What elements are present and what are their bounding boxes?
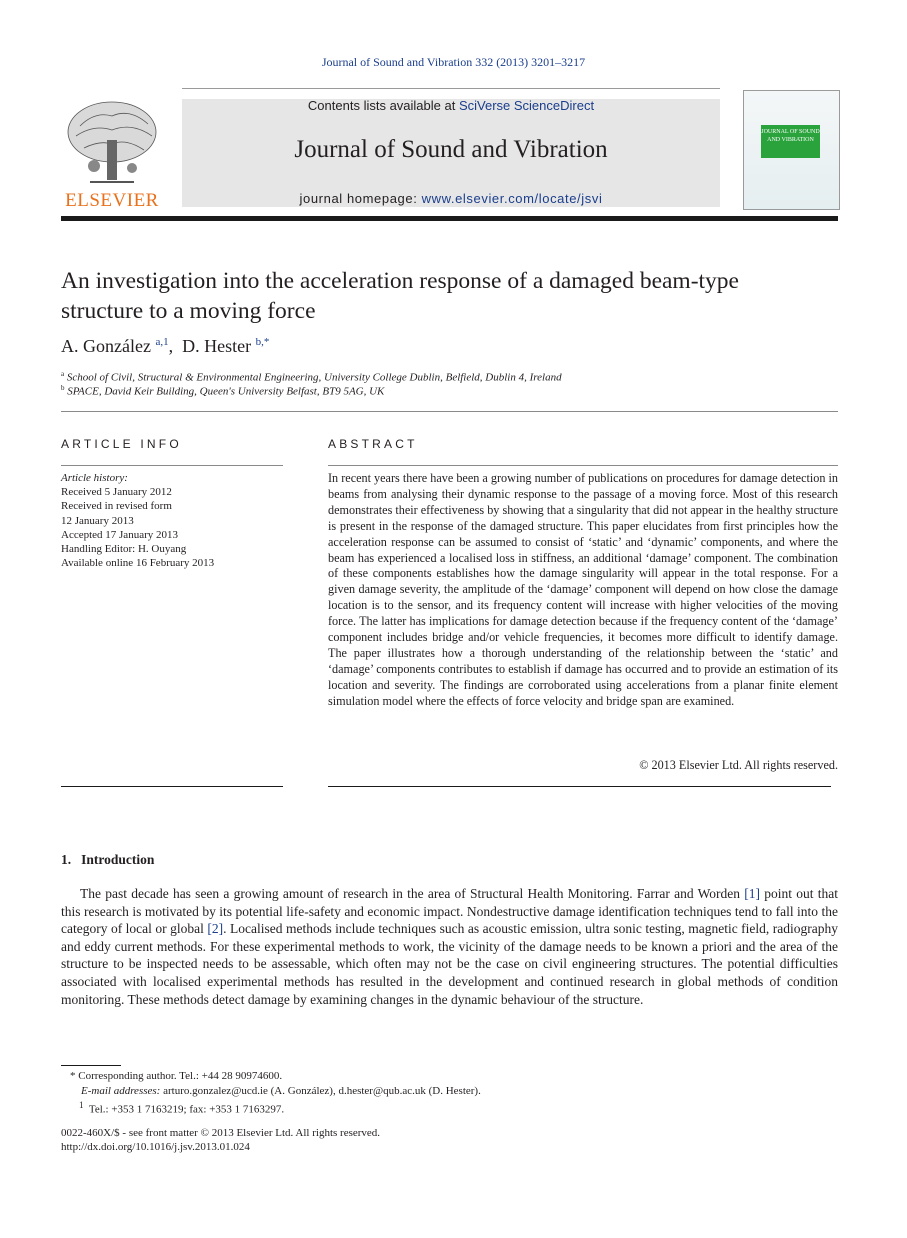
intro-paragraph	[61, 885, 838, 1008]
author-name: D. Hester	[182, 336, 252, 356]
paragraph-text: point out that this research is motivated by its potential life-safety and economic impact. Nondestructive damage identification techniques tend to fall into the category of local or global	[61, 886, 839, 937]
homepage-prefix: journal homepage:	[299, 191, 422, 206]
article-history	[61, 471, 283, 570]
homepage-line	[182, 191, 720, 206]
affiliation-b	[61, 384, 384, 398]
front-matter-line: 0022-460X/$ - see front matter © 2013 Elsevier Ltd. All rights reserved.	[61, 1127, 381, 1139]
paragraph-text: . Localised methods include techniques such as acoustic emission, ultra sonic testing, magnetic field, radiography and eddy current methods. For these experimental methods to work, the vicinity of the damage needs to be known a priori and the area of the structure to be inspected needs to be assessable, which often may not be the case on civil engineering structures. The potential difficulties associated with localised experimental methods has resulted in the development and continued research in global methods of condition monitoring. These methods detect damage by examining changes in the dynamic behaviour of the structure.	[61, 921, 838, 1007]
article-title: An investigation into the acceleration response of a damaged beam-type structure to a moving force	[61, 268, 739, 324]
abstract-text: In recent years there have been a growing number of publications on procedures for damage detection in beams from analysing their dynamic response to the passage of a moving force. Most of this research demonstrates their effectiveness by showing that a singularity that did not appear in the healthy structure is present in the response of the damaged structure. This paper elucidates from first principles how the acceleration response can be assumed to consist of ‘static’ and ‘dynamic’ components, and where the beam has experienced a localised loss in stiffness, an additional ‘damage’ component. The combination of these components establishes how the damage singularity will appear in the total response. For a given damage severity, the amplitude of the ‘damage’ component will depend on how close the damage location is to the sensor, and its frequency content will increase with higher velocities of the moving force. The latter has implications for damage detection because if the frequency content of the ‘damage’ component includes bridge and/or vehicle frequencies, it becomes more difficult to identify damage. The paper illustrates how a thorough understanding of the relationship between the ‘static’ and ‘damage’ components contributes to establish if damage has occurred and to provide an estimation of its location and severity. The findings are corroborated using accelerations from a planar finite element simulation model where the effects of force velocity and bridge span are examined.	[328, 471, 838, 708]
footnote-rule	[61, 1065, 121, 1066]
section-title: Introduction	[81, 852, 155, 867]
sciencedirect-link[interactable]: SciVerse ScienceDirect	[458, 98, 595, 113]
contents-line	[182, 98, 720, 113]
header-rule	[61, 216, 838, 221]
abstract-bottom-rule	[328, 786, 831, 787]
footnote-mark: 1	[79, 1100, 84, 1110]
email-label: E-mail addresses:	[81, 1085, 161, 1097]
author-separator: ,	[168, 336, 174, 356]
history-item: Received 5 January 2012	[61, 486, 172, 499]
footnote-1	[79, 1100, 284, 1116]
section-heading	[61, 852, 154, 868]
affiliation-mark: b	[61, 384, 65, 392]
abstract-heading: ABSTRACT	[328, 437, 418, 451]
article-info-heading: ARTICLE INFO	[61, 437, 182, 451]
author-affiliation-marks[interactable]: a,1	[155, 336, 169, 348]
history-item: Handling Editor: H. Ouyang	[61, 543, 187, 556]
tree-icon	[60, 96, 164, 188]
author-name: A. González	[61, 336, 151, 356]
journal-name: Journal of Sound and Vibration	[294, 136, 608, 163]
elsevier-wordmark: ELSEVIER	[65, 190, 159, 211]
history-label: Article history:	[61, 472, 128, 484]
doi-link[interactable]: http://dx.doi.org/10.1016/j.jsv.2013.01.024	[61, 1141, 250, 1153]
journal-cover-thumbnail[interactable]	[743, 90, 840, 210]
footnote-text: Tel.: +353 1 7163219; fax: +353 1 7163297.	[88, 1103, 285, 1116]
affiliation-a	[61, 370, 562, 384]
homepage-link[interactable]: www.elsevier.com/locate/jsvi	[421, 191, 603, 206]
affiliation-text: SPACE, David Keir Building, Queen's University Belfast, BT9 5AG, UK	[67, 385, 385, 398]
title-rule	[61, 411, 838, 412]
reference-link[interactable]: [2]	[207, 921, 224, 937]
masthead-top-rule	[182, 88, 720, 89]
footnote-text: Corresponding author. Tel.: +44 28 90974600.	[78, 1070, 283, 1082]
cover-title: JOURNAL OF SOUND AND VIBRATION	[761, 125, 820, 158]
section-number: 1.	[61, 852, 72, 867]
history-item: Received in revised form	[61, 500, 172, 513]
contents-prefix: Contents lists available at	[307, 98, 459, 113]
abstract-rule	[328, 465, 838, 466]
email-text[interactable]: arturo.gonzalez@ucd.ie (A. González), d.hester@qub.ac.uk (D. Hester).	[160, 1085, 481, 1097]
paragraph-text: The past decade has seen a growing amount of research in the area of Structural Health Monitoring. Farrar and Worden	[80, 886, 745, 901]
elsevier-logo	[60, 96, 164, 212]
affiliation-text: School of Civil, Structural & Environmental Engineering, University College Dublin, Belfield, Dublin 4, Ireland	[66, 371, 562, 384]
article-info-bottom-rule	[61, 786, 283, 787]
author-list	[61, 336, 269, 357]
history-item: 12 January 2013	[61, 514, 134, 527]
reference-link[interactable]: [1]	[744, 886, 761, 901]
article-info-rule	[61, 465, 283, 466]
affiliation-mark: a	[61, 370, 65, 378]
history-item: Accepted 17 January 2013	[61, 528, 178, 541]
footnote-emails	[81, 1085, 481, 1097]
copyright-line: © 2013 Elsevier Ltd. All rights reserved.	[639, 758, 838, 772]
author-affiliation-marks[interactable]: b,*	[255, 336, 270, 348]
running-head[interactable]: Journal of Sound and Vibration 332 (2013) 3201–3217	[321, 55, 586, 69]
footnote-mark: *	[70, 1070, 76, 1082]
footnote-corresponding	[70, 1070, 282, 1082]
history-item: Available online 16 February 2013	[61, 557, 215, 570]
